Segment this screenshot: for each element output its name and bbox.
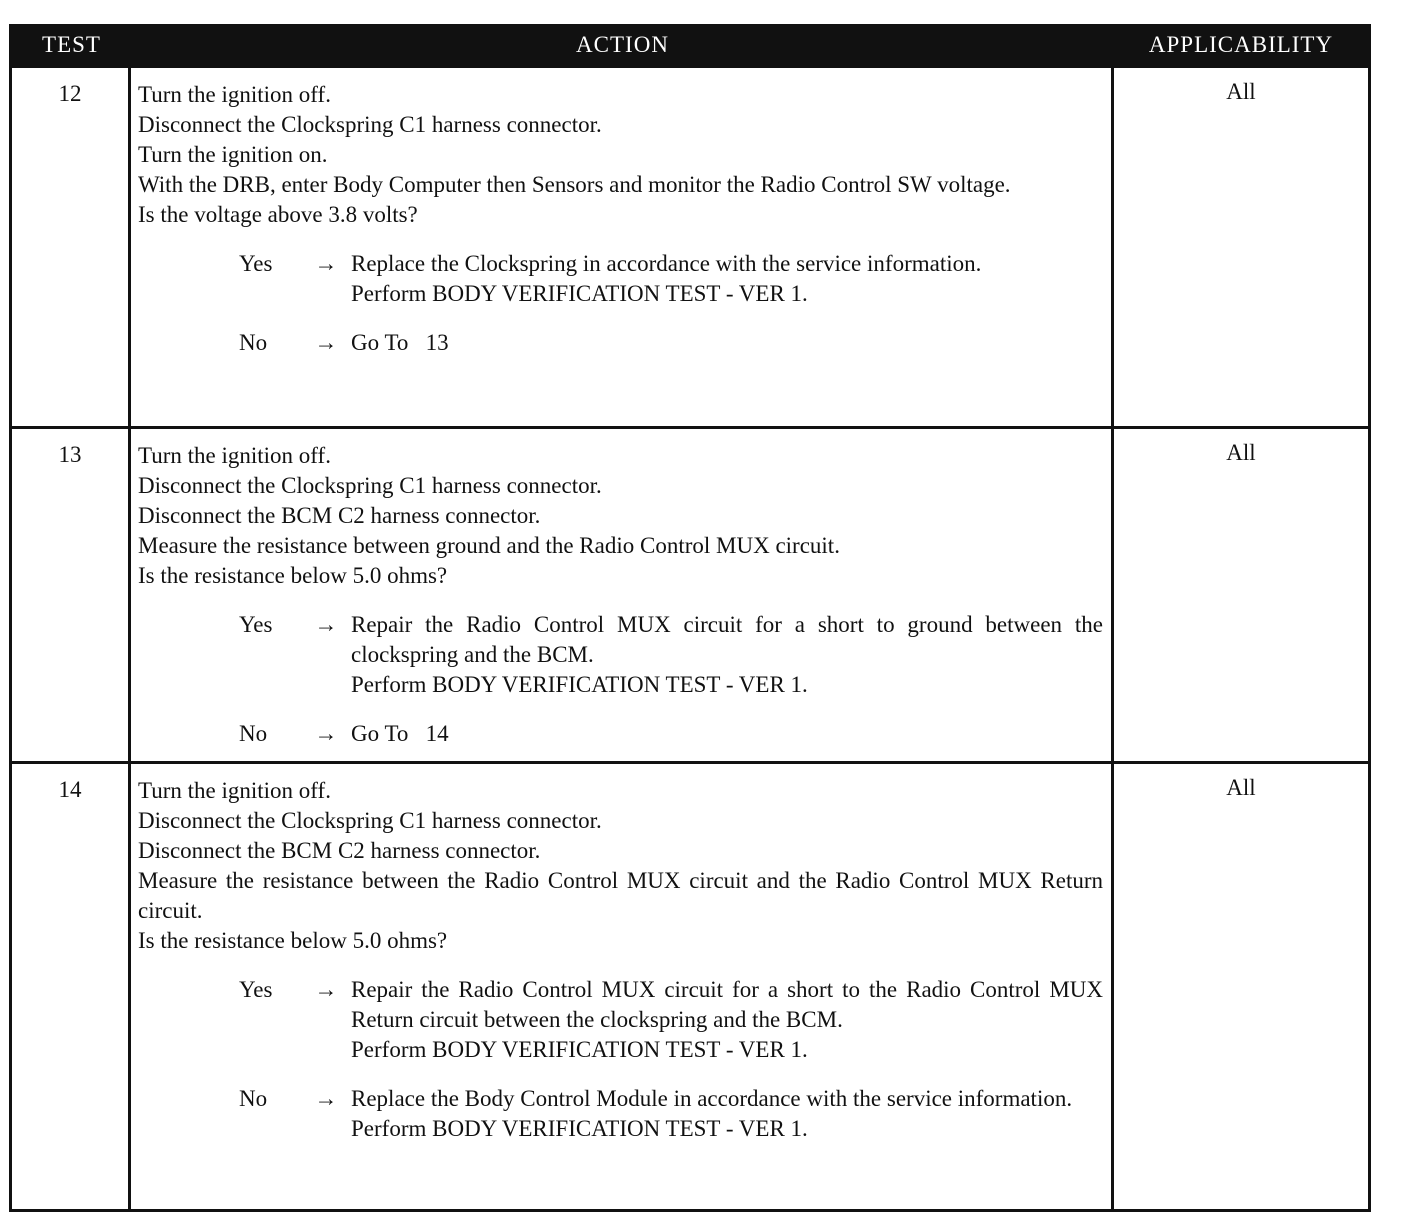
result-line: Perform BODY VERIFICATION TEST - VER 1. (351, 672, 808, 697)
action-step: Measure the resistance between ground and the Radio Control MUX circuit. (138, 533, 840, 558)
result-line: Perform BODY VERIFICATION TEST - VER 1. (351, 1037, 808, 1062)
action-step: Disconnect the Clockspring C1 harness connector. (138, 808, 602, 833)
header-action: ACTION (576, 31, 669, 57)
yes-result (351, 975, 1103, 1065)
test-number: 13 (12, 429, 131, 761)
action-step: Measure the resistance between the Radio Control MUX circuit and the Radio Control MUX Return circuit. (138, 868, 1103, 923)
action-step: Turn the ignition off. (138, 443, 331, 468)
yes-result (351, 610, 1103, 700)
diagnostic-table (9, 24, 1371, 1212)
right-arrow-icon: → (314, 251, 338, 276)
header-test: TEST (42, 31, 101, 57)
no-label: No (239, 1086, 268, 1111)
no-outcome (138, 1084, 1103, 1144)
result-line: Repair the Radio Control MUX circuit for a short to the Radio Control MUX Return circuit between the clockspring and the BCM. (351, 977, 1103, 1032)
yes-label: Yes (239, 251, 273, 276)
right-arrow-icon: → (314, 1086, 338, 1111)
no-result (351, 1084, 1103, 1144)
table-header (12, 24, 1368, 65)
action-step: Disconnect the Clockspring C1 harness connector. (138, 112, 602, 137)
result-line: Replace the Body Control Module in accordance with the service information. (351, 1086, 1073, 1111)
result-line: Repair the Radio Control MUX circuit for a short to ground between the clockspring and the BCM. (351, 612, 1103, 667)
no-result (351, 328, 1103, 358)
no-label: No (239, 721, 268, 746)
applicability-cell: All (1226, 79, 1256, 104)
test-number: 12 (12, 68, 131, 426)
table-row (12, 761, 1368, 1209)
yes-outcome (138, 610, 1103, 700)
action-step: Is the resistance below 5.0 ohms? (138, 928, 448, 953)
action-step: Is the voltage above 3.8 volts? (138, 202, 418, 227)
action-cell (131, 68, 1114, 426)
action-cell (131, 429, 1114, 761)
action-step: Disconnect the BCM C2 harness connector. (138, 838, 541, 863)
yes-label: Yes (239, 977, 273, 1002)
action-step: Turn the ignition off. (138, 778, 331, 803)
no-result (351, 719, 1103, 749)
yes-result (351, 249, 1103, 309)
action-step: Turn the ignition on. (138, 142, 328, 167)
result-line: Perform BODY VERIFICATION TEST - VER 1. (351, 1116, 808, 1141)
header-applicability: APPLICABILITY (1148, 31, 1334, 57)
result-line: Go To 14 (351, 721, 449, 746)
right-arrow-icon: → (314, 612, 338, 637)
action-step: Turn the ignition off. (138, 82, 331, 107)
action-step: Disconnect the BCM C2 harness connector. (138, 503, 541, 528)
yes-outcome (138, 975, 1103, 1065)
action-step: With the DRB, enter Body Computer then Sensors and monitor the Radio Control SW voltage. (138, 172, 1011, 197)
applicability-cell: All (1226, 775, 1256, 800)
result-line: Perform BODY VERIFICATION TEST - VER 1. (351, 281, 808, 306)
yes-outcome (138, 249, 1103, 309)
no-outcome (138, 719, 1103, 749)
action-step: Disconnect the Clockspring C1 harness connector. (138, 473, 602, 498)
right-arrow-icon: → (314, 977, 338, 1002)
applicability-cell: All (1226, 440, 1256, 465)
test-number: 14 (12, 764, 131, 1209)
no-outcome (138, 328, 1103, 358)
no-label: No (239, 330, 268, 355)
action-cell (131, 764, 1114, 1209)
result-line: Replace the Clockspring in accordance with the service information. (351, 251, 982, 276)
right-arrow-icon: → (314, 330, 338, 355)
table-row (12, 65, 1368, 426)
action-step: Is the resistance below 5.0 ohms? (138, 563, 448, 588)
right-arrow-icon: → (314, 721, 338, 746)
result-line: Go To 13 (351, 330, 449, 355)
table-row (12, 426, 1368, 761)
yes-label: Yes (239, 612, 273, 637)
